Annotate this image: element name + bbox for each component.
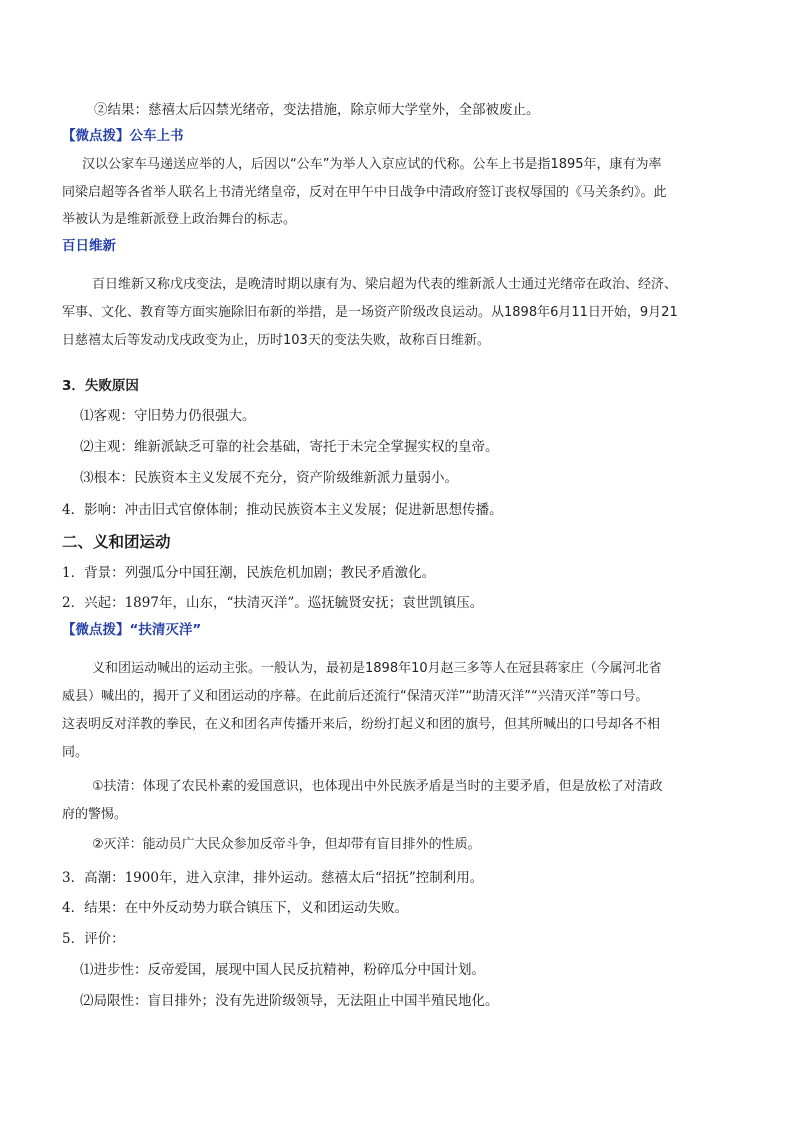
paragraph-line: 威县）喊出的，揭开了义和团运动的序幕。在此前后还流行“保清灭洋”“助清灭洋”“兴清灭洋”等口号。	[62, 689, 649, 704]
paragraph-line: 同。	[62, 745, 89, 760]
section-title-yihetuan: 二、义和团运动	[62, 533, 171, 551]
tip-heading-fuqing: 【微点拨】“扶清灭洋”	[62, 622, 202, 638]
list-item: 3．高潮：1900年，进入京津，排外运动。慈禧太后“招抚”控制利用。	[62, 870, 484, 886]
heading-bairi: 百日维新	[62, 238, 116, 254]
list-item: ⑵主观：维新派缺乏可靠的社会基础，寄托于未完全掌握实权的皇帝。	[80, 439, 499, 455]
paragraph-line: 这表明反对洋教的拳民，在义和团名声传播开来后，纷纷打起义和团的旗号，但其所喊出的口号却各不相	[62, 717, 661, 732]
paragraph-line: 日慈禧太后等发动戊戌政变为止，历时103天的变法失败，故称百日维新。	[62, 333, 490, 348]
paragraph-line: 百日维新又称戊戌变法，是晚清时期以康有为、梁启超为代表的维新派人士通过光绪帝在政治、经济、	[92, 277, 678, 292]
section-heading: 3．失败原因	[62, 378, 139, 394]
list-item: ⑴进步性：反帝爱国，展现中国人民反抗精神，粉碎瓜分中国计划。	[80, 962, 485, 978]
tip-heading-gongche: 【微点拨】公车上书	[62, 128, 184, 144]
list-item: ⑴客观：守旧势力仍很强大。	[80, 408, 256, 424]
list-item: ⑶根本：民族资本主义发展不充分，资产阶级维新派力量弱小。	[80, 470, 458, 486]
list-item: 1．背景：列强瓜分中国狂潮，民族危机加剧；教民矛盾激化。	[62, 565, 436, 581]
list-item: 5．评价：	[62, 931, 125, 947]
paragraph-line: 同梁启超等各省举人联名上书清光绪皇帝，反对在甲午中日战争中清政府签订丧权辱国的《马关条约》。此	[62, 185, 667, 200]
impact-line: 4．影响：冲击旧式官僚体制；推动民族资本主义发展；促进新思想传播。	[62, 502, 503, 518]
paragraph-line: 举被认为是维新派登上政治舞台的标志。	[62, 212, 297, 227]
result-line: ②结果：慈禧太后囚禁光绪帝，变法措施，除京师大学堂外，全部被废止。	[94, 102, 540, 118]
paragraph-line: ②灭洋：能动员广大民众参加反帝斗争，但却带有盲目排外的性质。	[92, 837, 481, 852]
paragraph-line: ①扶清：体现了农民朴素的爱国意识，也体现出中外民族矛盾是当时的主要矛盾，但是放松了对清政	[92, 779, 663, 794]
list-item: ⑵局限性：盲目排外；没有先进阶级领导，无法阻止中国半殖民地化。	[80, 993, 499, 1009]
list-item: 4．结果：在中外反动势力联合镇压下，义和团运动失败。	[62, 900, 409, 916]
paragraph-line: 府的警惕。	[62, 807, 128, 822]
paragraph-line: 汉以公家车马递送应举的人，后因以“公车”为举人入京应试的代称。公车上书是指1895年，康有为率	[82, 157, 662, 172]
list-item: 2．兴起：1897年，山东，“扶清灭洋”。巡抚毓贤安抚；袁世凯镇压。	[62, 595, 484, 611]
paragraph-line: 义和团运动喊出的运动主张。一般认为，最初是1898年10月赵三多等人在冠县蒋家庄（今属河北省	[92, 661, 662, 676]
paragraph-line: 军事、文化、教育等方面实施除旧布新的举措，是一场资产阶级改良运动。从1898年6月11日开始，9月21	[62, 305, 678, 320]
